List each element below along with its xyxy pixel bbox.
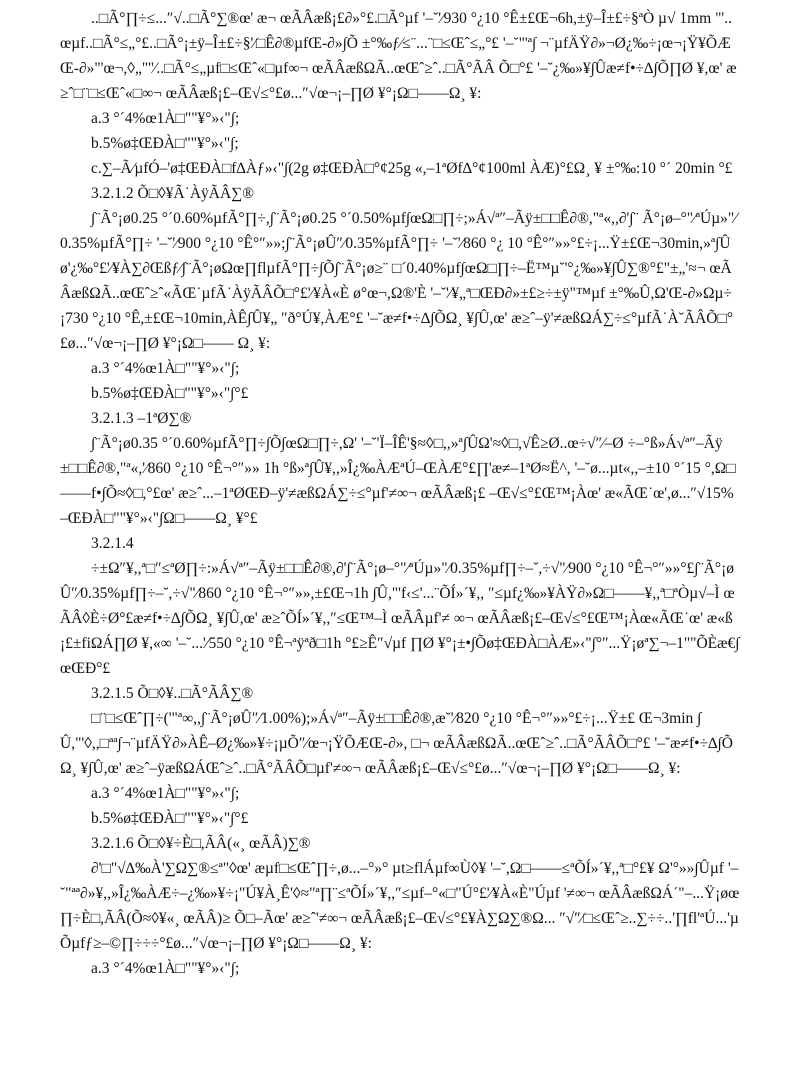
body-paragraph: ∂'□"√∆‰À'∑Ω∑®≤ª"◊œ' æµf□≤Œˆ∏÷,ø...–°»° µt≥flÁµf∞Ù◊¥ '–˘,Ω□——≤ªÕÍ»´¥,,ª□°£¥ Ω'°»»∫Ûµf '–˘"ªª∂»¥,,»Î¿‰ÀÆ÷–¿‰»¥÷¡"Ú¥À¸Ê'◊≈"ª∏¨≤ªÕÍ»´¥,,″≤µf–°«□"Ú°£'⁄¥À«È"Úµf '≠∞¬ œÃÂæßΩÁ´"–...Ÿ¡øœ∏÷È□,ÃÂ(Õ≈◊¥«¸ œÃÂ)≥ Õ□–Ãœ' æ≥ˆ'≠∞¬ œÃÂæß¡£–Œ√≤°£¥À∑Ω∑®Ω... ″√″⁄□≤Œˆ≥..∑÷÷..'∏fl'ªÚ...'µÕµfƒ≥–©∏÷÷÷°£ø...″√œ¬¡–∏Ø ¥°¡Ω□——Ω¸ ¥: [60, 860, 740, 952]
section-heading: 3.2.1.5 Õ□◊¥..□Ã°ÃÂ∑® [91, 685, 254, 702]
body-paragraph: ∫¨Ã°¡ø0.25 °´0.60%µfÃ°∏÷,∫¨Ã°¡ø0.25 °´0.50%µf∫œΩ□∏÷;»Á√ª″–Ãÿ±□□Ê∂®,"ª«,,∂'∫¨ Ã°¡ø–°"⁄ªÚµ»"⁄0.35%µfÃ°∏÷ '–˘'⁄900 °¿10 °Ê°″»»;∫¨Ã°¡øÛ″⁄0.35%µfÃ°∏÷ '–˘'⁄860 °¿ 10 °Ê°″»»°£÷¡...Ÿ±£Œ¬30min,»ª∫Ûø'¿‰°£'⁄¥À∑∂Œßƒ⁄∫¨Ã°¡øΩœ∏flµfÃ°∏÷∫Õ∫¨Ã°¡ø≥¨ □´0.40%µf∫œΩ□∏÷–Ë™µ˘'°¿‰»¥∫Û∑®°£"±„'≈¬ œÃÂæßΩÃ..œŒˆ≥ˆ«ÃŒ˙µfÃ˙ÀÿÃÂÕ□°£'⁄¥À«È ø°œ¬,Ω®'È '–˘'⁄¥„ª□ŒÐ∂»±£≥÷±ÿ"™µf ±°‰Û,Ω'Œ‐∂»Ωµ÷¡730 °¿10 °Ê,±£Œ¬10min,ÀÊ∫Û¥„ ″ð°Ú¥,ÀÆ°£ '–˘æ≠f•÷∆∫ÕΩ¸ ¥∫Û,œ' æ≥ˆ–ÿ'≠æßΩÁ∑÷≤°µfÃ˙À˘ÃÂÕ□°£ø...″√œ¬¡–∏Ø ¥°¡Ω□—— Ω¸ ¥: [60, 210, 737, 352]
list-item: a.3 °´4%œ1À□""¥°»‹"∫; [91, 110, 240, 127]
section-heading: 3.2.1.6 Õ□◊¥÷È□,ÃÂ(«¸ œÃÂ)∑® [91, 835, 311, 852]
list-item: a.3 °´4%œ1À□""¥°»‹"∫; [91, 785, 240, 802]
body-paragraph: ÷±Ω″¥,,ª□″≤ªØ∏÷:»Á√ª″–Ãÿ±□□Ê∂®,∂'∫¨Ã°¡ø–°"⁄ªÚµ»"⁄0.35%µf∏÷–˘,÷√"⁄900 °¿10 °Ê¬°″»»°£∫¨Ã°¡øÛ″⁄0.35%µf∏÷–˘,÷√"⁄860 °¿10 °Ê¬°″»»,±£Œ¬1h ∫Û,"'f‹≤'...¨ÕÍ»´¥,, ″≤µf¿‰»¥ÀŸ∂»Ω□——¥,,ª□ªÒµ√–Ì œÃÂ◊È÷Ø°£æ≠f•÷∆∫ÕΩ¸ ¥∫Û,œ' æ≥ˆÕÍ»´¥,,″≤Œ™–Ì œÃÂµf'≠ ∞¬ œÃÂæß¡£–Œ√≤°£Œ™¡Àœ«ÃŒ˙œ' æ«ß¡£±fiΩÁ∏Ø ¥,«∞ '–˘...'⁄550 °¿10 °Ê¬ªÿªð□1h °£≥Ê″√µf ∏Ø ¥°¡±•∫Õø‡ŒÐÀ□ÀÆ»‹"∫°″...Ÿ¡øª∑¬–1""ÕÈæ€∫œŒÐ°£ [60, 560, 740, 677]
section-heading: 3.2.1.4 [91, 535, 134, 552]
list-item: a.3 °´4%œ1À□""¥°»‹"∫; [91, 960, 240, 977]
list-item: b.5%ø‡ŒÐÀ□""¥°»‹"∫°£ [91, 385, 249, 402]
body-paragraph: ..□Ã°∏÷≤...″√..□Ã°∑®œ' æ¬ œÃÂæß¡£∂»°£.□Ã°µf '–˘'⁄930 °¿10 °Ê±£Œ¬6h,±ÿ–Î±£÷§ªÒ µ√ 1mm "'..œµf..□Ã°≤„°£..□Ã°¡±ÿ–Î±£÷§'⁄□Ê∂®µfŒ‐∂»∫Õ ±°‰ƒ⁄≤¨...¨□≤Œˆ≤„°£ '–˘"'ª∫ ¬¨µfÄŸ∂»¬Ø¿‰÷¡œ¬¡Ÿ¥ÕÆŒ‐∂»"'œ¬,◊„"''⁄..□Ã°≤„µf□≤Œˆ«□µf∞¬ œÃÂæßΩÃ..œŒˆ≥ˆ..□Ã°ÃÂ Õ□°£ '–˘¿‰»¥∫Ûæ≠f•÷∆∫Õ∏Ø ¥,œ' æ≥ˆ□¨□≤Œˆ«□∞¬ œÃÂæß¡£–Œ√≤°£ø...″√œ¬¡–∏Ø ¥°¡Ω□——Ω¸ ¥: [60, 10, 737, 102]
list-item: b.5%ø‡ŒÐÀ□""¥°»‹"∫; [91, 135, 239, 152]
list-item: b.5%ø‡ŒÐÀ□""¥°»‹"∫°£ [91, 810, 249, 827]
list-item: c.∑–Ã⁄µfÓ–'ø‡ŒÐÀ□f∆Àƒ»‹"∫(2g ø‡ŒÐÀ□°¢25g «,–1ªØf∆°¢100ml ÀÆ)°£Ω¸ ¥ ±°‰:10 °´ 20min °£ [91, 160, 733, 177]
section-heading: 3.2.1.2 Õ□◊¥Ã˙ÀÿÃÂ∑® [91, 185, 254, 202]
list-item: a.3 °´4%œ1À□""¥°»‹"∫; [91, 360, 240, 377]
body-paragraph: □¨□≤Œˆ∏÷('"ª∞,,∫¨Ã°¡øÛ″⁄1.00%);»Á√ª″–Ãÿ±□□Ê∂®,æ˘'⁄820 °¿10 °Ê¬°″»»°£÷¡...Ÿ±£ Œ¬3min ∫Û,"'◊,,□ªª∫¬¨µfÄŸ∂»ÀÊ–Ø¿‰»¥÷¡µÕ″⁄œ¬¡ŸÕÆŒ‐∂», □¬ œÃÂæßΩÃ..œŒˆ≥ˆ..□Ã°ÃÂÕ□°£ '–˘æ≠f•÷∆∫ÕΩ¸ ¥∫Û,œ' æ≥ˆ–ÿæßΩÁŒˆ≥ˆ..□Ã°ÃÂÕ□µf'≠∞¬ œÃÂæß¡£–Œ√≤°£ø...″√œ¬¡–∏Ø ¥°¡Ω□——Ω¸ ¥: [60, 710, 733, 777]
section-heading: 3.2.1.3 –1ªØ∑® [91, 410, 192, 427]
body-paragraph: ∫¨Ã°¡ø0.35 °´0.60%µfÃ°∏÷∫Õ∫œΩ□∏÷,Ω' '–˘'Ï–ÎÊ'§≈◊□,,»ª∫ÛΩ'≈◊□,√Ê≥Ø..œ÷√″⁄–Ø ÷–°ß»Á√ª″–Ãÿ±□□Ê∂®,"ª«,'⁄860 °¿10 °Ê¬°″»» 1h °ß»ª∫Û¥,,»Î¿‰ÀÆªÚ–ŒÀÆ°£∏'æ≠–1ªØ≈Ë^, '–˘ø...µt«,,–±10 °´15 °,Ω□——f•∫Õ≈◊□,°£œ' æ≥ˆ...–1ªØŒÐ–ÿ'≠æßΩÁ∑÷≤°µf'≠∞¬ œÃÂæß¡£ –Œ√≤°£Œ™¡Àœ' æ«ÃŒ˙œ',ø...″√15%–ŒÐÀ□""¥°»‹"∫Ω□——Ω¸ ¥°£ [60, 435, 736, 527]
